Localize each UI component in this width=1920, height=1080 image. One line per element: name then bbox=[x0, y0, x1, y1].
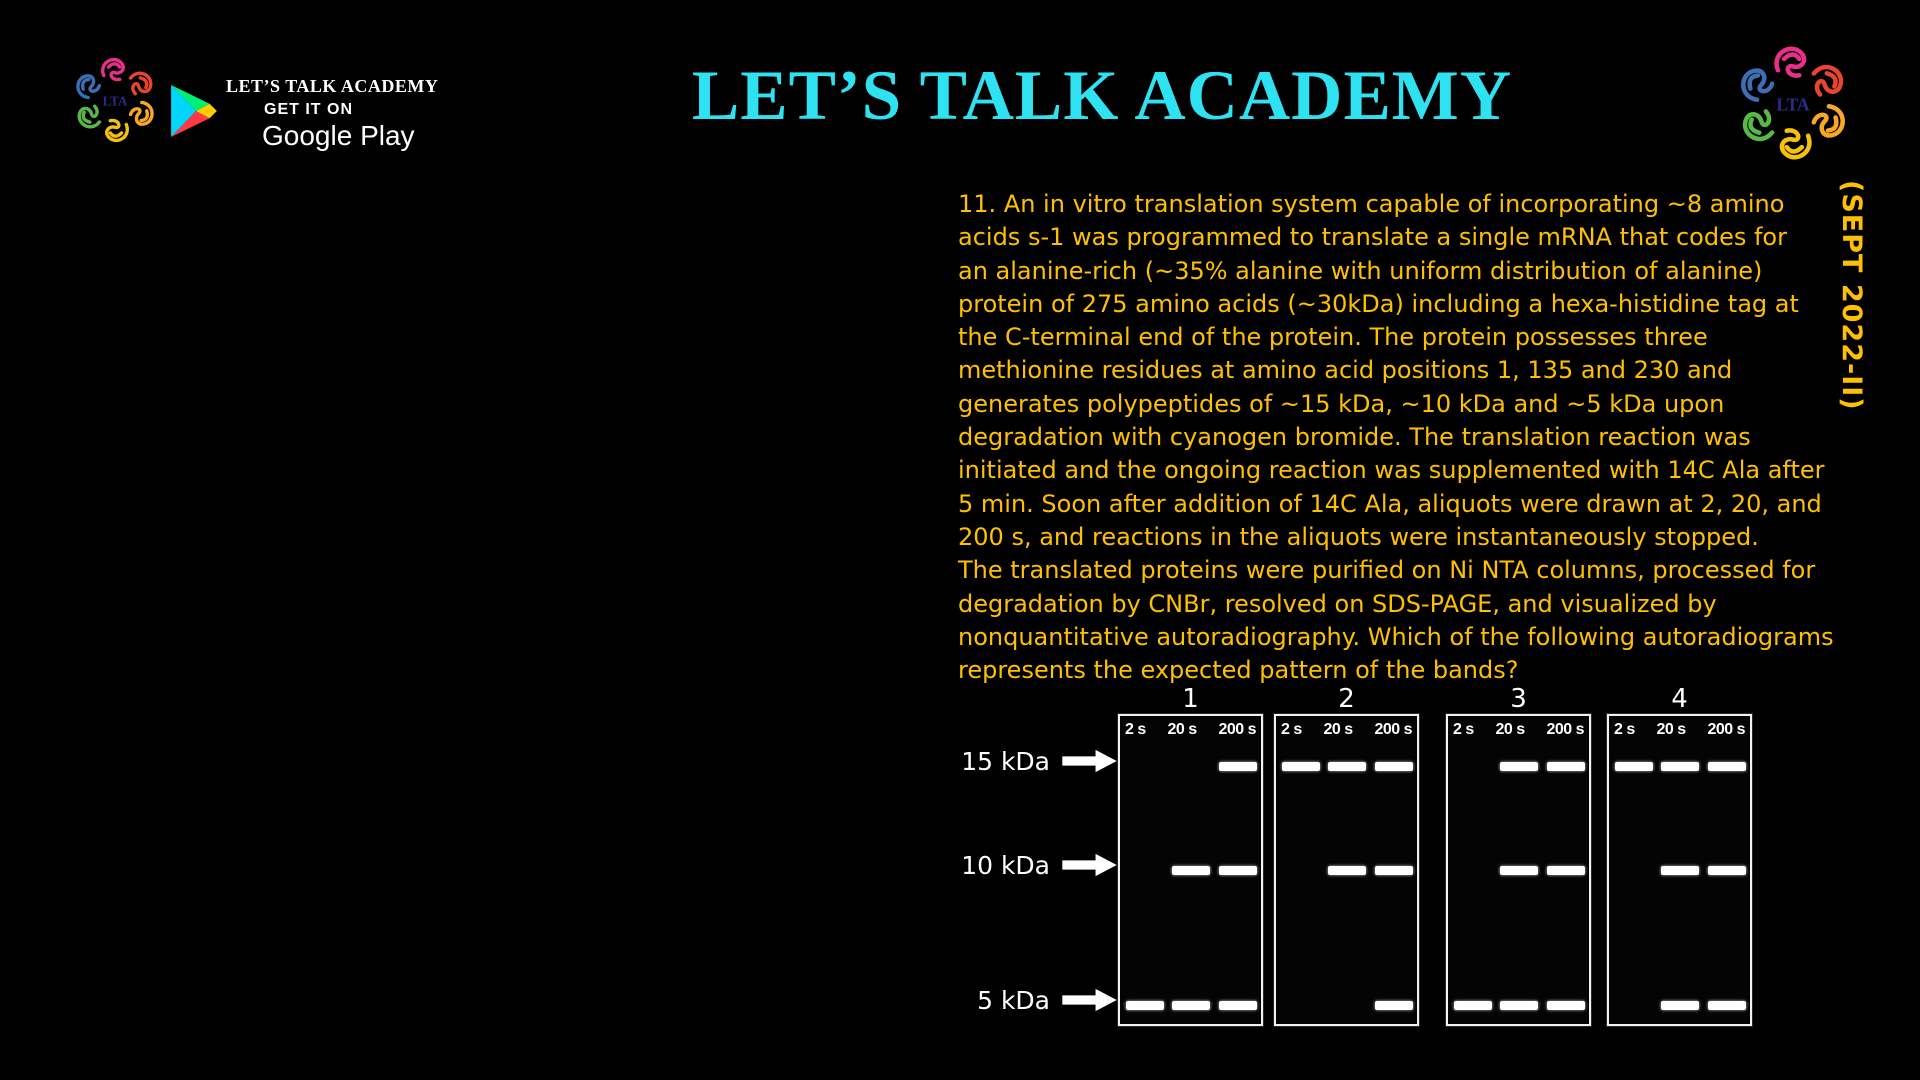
gel-band bbox=[1126, 1001, 1164, 1010]
gel-band bbox=[1661, 866, 1699, 875]
lane-label: 200 s bbox=[1218, 721, 1256, 738]
lane-label: 20 s bbox=[1167, 721, 1197, 738]
question-line: 200 s, and reactions in the aliquots were instantaneously stopped. bbox=[958, 522, 1759, 551]
question-line: degradation with cyanogen bromide. The translation reaction was bbox=[958, 423, 1751, 452]
question-line: 5 min. Soon after addition of 14C Ala, aliquots were drawn at 2, 20, and bbox=[958, 489, 1822, 518]
autoradiogram-figure bbox=[0, 686, 1920, 1066]
marker-row bbox=[950, 850, 1118, 880]
arrow-right-icon bbox=[1062, 988, 1118, 1012]
question-line: an alanine-rich (~35% alanine with uniform distribution of alanine) bbox=[958, 256, 1763, 285]
badge-google-play-label: Google Play bbox=[262, 120, 415, 151]
badge-academy-label: LET’S TALK ACADEMY bbox=[226, 76, 439, 96]
gel-band bbox=[1500, 762, 1538, 771]
lane-labels bbox=[1120, 716, 1261, 739]
gel-number: 2 bbox=[1338, 684, 1355, 714]
gel-panel-2 bbox=[1274, 714, 1419, 1026]
gel-band bbox=[1500, 1001, 1538, 1010]
gel-number: 1 bbox=[1182, 684, 1199, 714]
google-play-icon bbox=[168, 82, 220, 140]
arrow-right-icon bbox=[1062, 749, 1118, 773]
logo-monogram: LTA bbox=[1776, 94, 1810, 115]
gel-band bbox=[1547, 762, 1585, 771]
gel-band bbox=[1500, 866, 1538, 875]
marker-label: 10 kDa bbox=[961, 850, 1050, 880]
gel-band bbox=[1454, 1001, 1492, 1010]
gel-band bbox=[1375, 866, 1413, 875]
question-line: methionine residues at amino acid positions 1, 135 and 230 and bbox=[958, 356, 1733, 385]
lane-label: 200 s bbox=[1546, 721, 1584, 738]
gel-band bbox=[1547, 866, 1585, 875]
lane-label: 2 s bbox=[1453, 721, 1474, 738]
lane-label: 2 s bbox=[1281, 721, 1302, 738]
question-line: generates polypeptides of ~15 kDa, ~10 kDa and ~5 kDa upon bbox=[958, 389, 1725, 418]
page-title: LET’S TALK ACADEMY bbox=[691, 57, 1513, 135]
gel-band bbox=[1661, 1001, 1699, 1010]
gel-panel-4 bbox=[1607, 714, 1752, 1026]
question-line: acids s-1 was programmed to translate a single mRNA that codes for bbox=[958, 223, 1787, 252]
lta-protein-logo-icon-right bbox=[1730, 38, 1856, 168]
arrow-right-icon bbox=[1062, 853, 1118, 877]
lane-label: 2 s bbox=[1614, 721, 1635, 738]
question-line: The translated proteins were purified on Ni NTA columns, processed for bbox=[958, 556, 1816, 585]
question-text bbox=[958, 188, 1834, 687]
gel-band bbox=[1219, 762, 1257, 771]
google-play-badge[interactable] bbox=[68, 50, 438, 152]
lane-labels bbox=[1609, 716, 1750, 739]
gel-band bbox=[1615, 762, 1653, 771]
badge-text bbox=[226, 76, 438, 152]
gel-panel-1 bbox=[1118, 714, 1263, 1026]
lane-labels bbox=[1448, 716, 1589, 739]
gel-band bbox=[1547, 1001, 1585, 1010]
gel-band bbox=[1172, 1001, 1210, 1010]
lane-label: 20 s bbox=[1323, 721, 1353, 738]
exam-session-tag: (SEPT 2022-II) bbox=[1836, 180, 1867, 411]
gel-band bbox=[1708, 866, 1746, 875]
question-line: initiated and the ongoing reaction was supplemented with 14C Ala after bbox=[958, 456, 1825, 485]
question-line: represents the expected pattern of the bands? bbox=[958, 656, 1519, 685]
gel-band bbox=[1375, 1001, 1413, 1010]
marker-row bbox=[950, 746, 1118, 776]
gel-band bbox=[1661, 762, 1699, 771]
gel-band bbox=[1328, 866, 1366, 875]
lane-label: 20 s bbox=[1495, 721, 1525, 738]
question-line: protein of 275 amino acids (~30kDa) including a hexa-histidine tag at bbox=[958, 289, 1799, 318]
marker-row bbox=[950, 985, 1118, 1015]
lane-label: 20 s bbox=[1656, 721, 1686, 738]
question-line: degradation by CNBr, resolved on SDS-PAGE, and visualized by bbox=[958, 589, 1717, 618]
lane-labels bbox=[1276, 716, 1417, 739]
gel-number: 3 bbox=[1510, 684, 1527, 714]
gel-band bbox=[1708, 1001, 1746, 1010]
question-line: nonquantitative autoradiography. Which of the following autoradiograms bbox=[958, 622, 1834, 651]
lane-label: 200 s bbox=[1374, 721, 1412, 738]
gel-band bbox=[1708, 762, 1746, 771]
gel-band bbox=[1375, 762, 1413, 771]
gel-panel-3 bbox=[1446, 714, 1591, 1026]
badge-get-it-on-label: GET IT ON bbox=[264, 101, 353, 118]
lane-label: 2 s bbox=[1125, 721, 1146, 738]
gel-band bbox=[1219, 866, 1257, 875]
gel-band bbox=[1328, 762, 1366, 771]
question-line: 11. An in vitro translation system capable of incorporating ~8 amino bbox=[958, 190, 1785, 218]
gel-band bbox=[1219, 1001, 1257, 1010]
lta-protein-logo-icon bbox=[68, 50, 162, 150]
gel-band bbox=[1172, 866, 1210, 875]
marker-label: 15 kDa bbox=[961, 746, 1050, 776]
logo-monogram: LTA bbox=[102, 93, 128, 109]
lane-label: 200 s bbox=[1707, 721, 1745, 738]
question-line: the C-terminal end of the protein. The protein possesses three bbox=[958, 323, 1708, 352]
gel-band bbox=[1282, 762, 1320, 771]
marker-label: 5 kDa bbox=[977, 985, 1050, 1015]
gel-number: 4 bbox=[1671, 684, 1688, 714]
